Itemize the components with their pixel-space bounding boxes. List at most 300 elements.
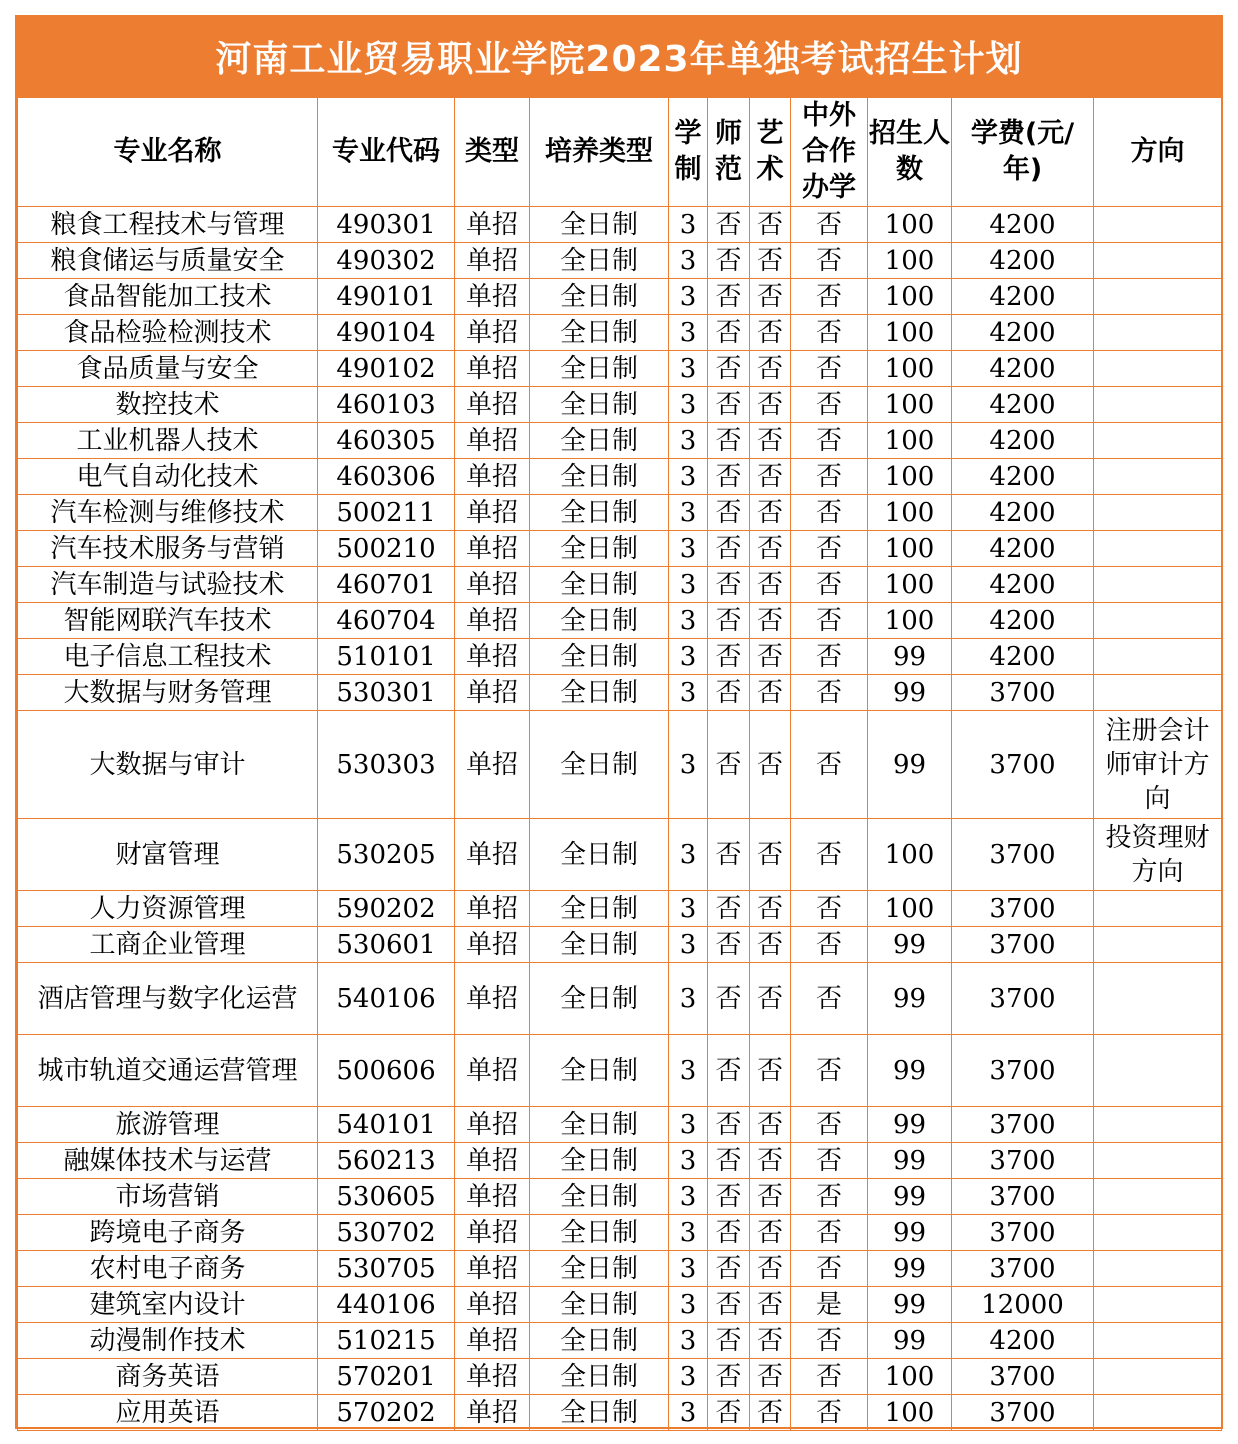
cell-count: 99	[868, 675, 952, 711]
cell-art: 否	[750, 1215, 791, 1251]
cell-train: 全日制	[530, 387, 669, 423]
cell-count: 99	[868, 1107, 952, 1143]
cell-normal: 否	[708, 531, 750, 567]
cell-art: 否	[750, 1287, 791, 1323]
cell-count: 100	[868, 279, 952, 315]
cell-art: 否	[750, 567, 791, 603]
cell-train: 全日制	[530, 1143, 669, 1179]
cell-art: 否	[750, 819, 791, 891]
cell-years: 3	[669, 819, 708, 891]
cell-code: 570202	[318, 1395, 455, 1431]
cell-dir	[1094, 927, 1222, 963]
cell-art: 否	[750, 315, 791, 351]
cell-train: 全日制	[530, 495, 669, 531]
cell-name: 农村电子商务	[18, 1251, 318, 1287]
cell-dir	[1094, 1395, 1222, 1431]
table-row	[18, 567, 1222, 603]
cell-count: 100	[868, 1359, 952, 1395]
cell-art: 否	[750, 459, 791, 495]
table-row	[18, 639, 1222, 675]
cell-name: 酒店管理与数字化运营	[18, 963, 318, 1035]
cell-code: 500211	[318, 495, 455, 531]
cell-art: 否	[750, 1107, 791, 1143]
cell-years: 3	[669, 531, 708, 567]
cell-normal: 否	[708, 1179, 750, 1215]
table-row	[18, 1035, 1222, 1107]
cell-type: 单招	[455, 1107, 530, 1143]
cell-coop: 否	[791, 1251, 868, 1287]
cell-count: 99	[868, 1251, 952, 1287]
cell-train: 全日制	[530, 351, 669, 387]
cell-fee: 4200	[952, 1323, 1094, 1359]
table-row	[18, 963, 1222, 1035]
cell-code: 560213	[318, 1143, 455, 1179]
cell-count: 100	[868, 459, 952, 495]
table-row	[18, 315, 1222, 351]
cell-years: 3	[669, 423, 708, 459]
cell-code: 530601	[318, 927, 455, 963]
header-train: 培养类型	[530, 98, 669, 207]
cell-years: 3	[669, 1215, 708, 1251]
cell-coop: 否	[791, 387, 868, 423]
cell-train: 全日制	[530, 1359, 669, 1395]
cell-train: 全日制	[530, 567, 669, 603]
cell-train: 全日制	[530, 207, 669, 243]
table-row	[18, 1287, 1222, 1323]
cell-dir: 投资理财方向	[1094, 819, 1222, 891]
cell-train: 全日制	[530, 927, 669, 963]
cell-train: 全日制	[530, 711, 669, 819]
cell-train: 全日制	[530, 423, 669, 459]
cell-code: 500606	[318, 1035, 455, 1107]
cell-dir: 注册会计师审计方向	[1094, 711, 1222, 819]
cell-code: 530303	[318, 711, 455, 819]
cell-code: 510101	[318, 639, 455, 675]
cell-code: 530205	[318, 819, 455, 891]
cell-fee: 3700	[952, 1143, 1094, 1179]
cell-coop: 否	[791, 351, 868, 387]
cell-name: 商务英语	[18, 1359, 318, 1395]
cell-train: 全日制	[530, 531, 669, 567]
header-normal: 师范	[708, 98, 750, 207]
cell-years: 3	[669, 639, 708, 675]
cell-years: 3	[669, 711, 708, 819]
cell-train: 全日制	[530, 1323, 669, 1359]
cell-type: 单招	[455, 891, 530, 927]
cell-name: 汽车检测与维修技术	[18, 495, 318, 531]
cell-code: 500210	[318, 531, 455, 567]
cell-name: 城市轨道交通运营管理	[18, 1035, 318, 1107]
cell-code: 490104	[318, 315, 455, 351]
cell-name: 市场营销	[18, 1179, 318, 1215]
cell-type: 单招	[455, 315, 530, 351]
cell-name: 动漫制作技术	[18, 1323, 318, 1359]
cell-count: 100	[868, 495, 952, 531]
cell-art: 否	[750, 279, 791, 315]
cell-normal: 否	[708, 1251, 750, 1287]
cell-type: 单招	[455, 1035, 530, 1107]
cell-type: 单招	[455, 243, 530, 279]
table-row	[18, 819, 1222, 891]
cell-dir	[1094, 1323, 1222, 1359]
cell-train: 全日制	[530, 243, 669, 279]
cell-train: 全日制	[530, 819, 669, 891]
cell-normal: 否	[708, 1287, 750, 1323]
cell-dir	[1094, 603, 1222, 639]
cell-normal: 否	[708, 927, 750, 963]
enrollment-table	[17, 97, 1222, 1431]
cell-normal: 否	[708, 279, 750, 315]
cell-years: 3	[669, 1143, 708, 1179]
cell-fee: 3700	[952, 891, 1094, 927]
cell-fee: 3700	[952, 1251, 1094, 1287]
cell-years: 3	[669, 351, 708, 387]
cell-years: 3	[669, 1107, 708, 1143]
cell-dir	[1094, 459, 1222, 495]
cell-code: 510215	[318, 1323, 455, 1359]
cell-art: 否	[750, 711, 791, 819]
cell-count: 99	[868, 1323, 952, 1359]
cell-art: 否	[750, 387, 791, 423]
cell-type: 单招	[455, 567, 530, 603]
cell-fee: 3700	[952, 711, 1094, 819]
cell-coop: 否	[791, 711, 868, 819]
cell-dir	[1094, 891, 1222, 927]
header-fee: 学费(元/年)	[952, 98, 1094, 207]
table-row	[18, 351, 1222, 387]
cell-code: 460306	[318, 459, 455, 495]
cell-dir	[1094, 351, 1222, 387]
cell-name: 工业机器人技术	[18, 423, 318, 459]
cell-train: 全日制	[530, 315, 669, 351]
cell-name: 粮食储运与质量安全	[18, 243, 318, 279]
cell-count: 99	[868, 1287, 952, 1323]
cell-type: 单招	[455, 1359, 530, 1395]
cell-count: 100	[868, 891, 952, 927]
cell-art: 否	[750, 1179, 791, 1215]
cell-type: 单招	[455, 1179, 530, 1215]
table-row	[18, 495, 1222, 531]
cell-normal: 否	[708, 423, 750, 459]
cell-years: 3	[669, 675, 708, 711]
cell-name: 财富管理	[18, 819, 318, 891]
cell-dir	[1094, 639, 1222, 675]
table-row	[18, 1143, 1222, 1179]
cell-train: 全日制	[530, 639, 669, 675]
cell-code: 460704	[318, 603, 455, 639]
cell-fee: 3700	[952, 927, 1094, 963]
cell-count: 100	[868, 423, 952, 459]
cell-type: 单招	[455, 495, 530, 531]
cell-fee: 4200	[952, 279, 1094, 315]
cell-name: 汽车制造与试验技术	[18, 567, 318, 603]
enrollment-plan-sheet	[15, 15, 1223, 1429]
cell-years: 3	[669, 1251, 708, 1287]
cell-code: 590202	[318, 891, 455, 927]
cell-count: 99	[868, 1035, 952, 1107]
cell-years: 3	[669, 1395, 708, 1431]
cell-type: 单招	[455, 927, 530, 963]
cell-type: 单招	[455, 351, 530, 387]
cell-count: 100	[868, 207, 952, 243]
cell-art: 否	[750, 1395, 791, 1431]
cell-years: 3	[669, 963, 708, 1035]
table-row	[18, 711, 1222, 819]
cell-art: 否	[750, 243, 791, 279]
table-row	[18, 531, 1222, 567]
cell-code: 490101	[318, 279, 455, 315]
cell-dir	[1094, 1035, 1222, 1107]
cell-fee: 4200	[952, 351, 1094, 387]
cell-coop: 否	[791, 1323, 868, 1359]
cell-fee: 3700	[952, 819, 1094, 891]
cell-count: 99	[868, 1179, 952, 1215]
cell-fee: 3700	[952, 1395, 1094, 1431]
cell-coop: 否	[791, 495, 868, 531]
cell-name: 食品检验检测技术	[18, 315, 318, 351]
cell-coop: 否	[791, 603, 868, 639]
cell-name: 食品智能加工技术	[18, 279, 318, 315]
cell-coop: 否	[791, 1395, 868, 1431]
cell-dir	[1094, 423, 1222, 459]
cell-coop: 否	[791, 423, 868, 459]
cell-art: 否	[750, 1143, 791, 1179]
cell-name: 汽车技术服务与营销	[18, 531, 318, 567]
cell-count: 99	[868, 963, 952, 1035]
header-type: 类型	[455, 98, 530, 207]
cell-years: 3	[669, 567, 708, 603]
cell-name: 旅游管理	[18, 1107, 318, 1143]
cell-fee: 3700	[952, 963, 1094, 1035]
cell-name: 跨境电子商务	[18, 1215, 318, 1251]
cell-type: 单招	[455, 1143, 530, 1179]
cell-fee: 4200	[952, 567, 1094, 603]
cell-normal: 否	[708, 1359, 750, 1395]
cell-type: 单招	[455, 1323, 530, 1359]
cell-art: 否	[750, 1251, 791, 1287]
cell-fee: 3700	[952, 1035, 1094, 1107]
cell-type: 单招	[455, 207, 530, 243]
cell-type: 单招	[455, 711, 530, 819]
cell-name: 建筑室内设计	[18, 1287, 318, 1323]
cell-coop: 否	[791, 279, 868, 315]
cell-dir	[1094, 315, 1222, 351]
cell-years: 3	[669, 243, 708, 279]
cell-train: 全日制	[530, 1107, 669, 1143]
table-header-row	[18, 98, 1222, 207]
cell-type: 单招	[455, 963, 530, 1035]
cell-train: 全日制	[530, 1287, 669, 1323]
cell-train: 全日制	[530, 1179, 669, 1215]
cell-coop: 否	[791, 1359, 868, 1395]
cell-type: 单招	[455, 639, 530, 675]
cell-coop: 否	[791, 963, 868, 1035]
cell-normal: 否	[708, 1323, 750, 1359]
cell-coop: 否	[791, 927, 868, 963]
cell-name: 粮食工程技术与管理	[18, 207, 318, 243]
cell-coop: 否	[791, 567, 868, 603]
cell-coop: 否	[791, 243, 868, 279]
cell-years: 3	[669, 315, 708, 351]
cell-count: 99	[868, 711, 952, 819]
cell-normal: 否	[708, 711, 750, 819]
cell-dir	[1094, 675, 1222, 711]
cell-coop: 否	[791, 1035, 868, 1107]
cell-train: 全日制	[530, 1251, 669, 1287]
cell-count: 100	[868, 603, 952, 639]
cell-code: 490302	[318, 243, 455, 279]
cell-art: 否	[750, 639, 791, 675]
cell-code: 570201	[318, 1359, 455, 1395]
cell-normal: 否	[708, 495, 750, 531]
cell-fee: 4200	[952, 315, 1094, 351]
cell-code: 530702	[318, 1215, 455, 1251]
cell-name: 应用英语	[18, 1395, 318, 1431]
cell-fee: 3700	[952, 1359, 1094, 1395]
cell-code: 530705	[318, 1251, 455, 1287]
cell-count: 100	[868, 351, 952, 387]
cell-coop: 是	[791, 1287, 868, 1323]
cell-years: 3	[669, 207, 708, 243]
table-row	[18, 927, 1222, 963]
cell-normal: 否	[708, 675, 750, 711]
cell-normal: 否	[708, 1107, 750, 1143]
cell-years: 3	[669, 1035, 708, 1107]
header-count: 招生人数	[868, 98, 952, 207]
cell-normal: 否	[708, 639, 750, 675]
table-row	[18, 891, 1222, 927]
cell-years: 3	[669, 1287, 708, 1323]
cell-fee: 4200	[952, 531, 1094, 567]
cell-name: 大数据与审计	[18, 711, 318, 819]
cell-name: 融媒体技术与运营	[18, 1143, 318, 1179]
cell-normal: 否	[708, 567, 750, 603]
cell-name: 大数据与财务管理	[18, 675, 318, 711]
cell-name: 数控技术	[18, 387, 318, 423]
cell-art: 否	[750, 927, 791, 963]
cell-fee: 3700	[952, 675, 1094, 711]
cell-normal: 否	[708, 603, 750, 639]
cell-train: 全日制	[530, 1035, 669, 1107]
cell-type: 单招	[455, 1251, 530, 1287]
cell-years: 3	[669, 1359, 708, 1395]
cell-count: 99	[868, 639, 952, 675]
cell-years: 3	[669, 495, 708, 531]
table-row	[18, 459, 1222, 495]
cell-dir	[1094, 387, 1222, 423]
cell-dir	[1094, 1287, 1222, 1323]
cell-fee: 4200	[952, 495, 1094, 531]
cell-count: 100	[868, 819, 952, 891]
table-row	[18, 1107, 1222, 1143]
cell-train: 全日制	[530, 963, 669, 1035]
cell-fee: 4200	[952, 207, 1094, 243]
header-direction: 方向	[1094, 98, 1222, 207]
cell-fee: 12000	[952, 1287, 1094, 1323]
cell-count: 100	[868, 531, 952, 567]
cell-years: 3	[669, 891, 708, 927]
cell-normal: 否	[708, 459, 750, 495]
cell-art: 否	[750, 531, 791, 567]
cell-name: 人力资源管理	[18, 891, 318, 927]
cell-name: 食品质量与安全	[18, 351, 318, 387]
cell-type: 单招	[455, 603, 530, 639]
cell-coop: 否	[791, 459, 868, 495]
cell-type: 单招	[455, 459, 530, 495]
cell-dir	[1094, 207, 1222, 243]
cell-coop: 否	[791, 1143, 868, 1179]
cell-normal: 否	[708, 351, 750, 387]
cell-art: 否	[750, 963, 791, 1035]
cell-type: 单招	[455, 423, 530, 459]
cell-fee: 4200	[952, 243, 1094, 279]
cell-code: 460305	[318, 423, 455, 459]
cell-dir	[1094, 963, 1222, 1035]
cell-coop: 否	[791, 531, 868, 567]
cell-count: 100	[868, 567, 952, 603]
cell-normal: 否	[708, 819, 750, 891]
cell-art: 否	[750, 1359, 791, 1395]
cell-fee: 4200	[952, 603, 1094, 639]
cell-fee: 4200	[952, 639, 1094, 675]
cell-type: 单招	[455, 1215, 530, 1251]
header-art: 艺术	[750, 98, 791, 207]
cell-type: 单招	[455, 819, 530, 891]
cell-type: 单招	[455, 531, 530, 567]
cell-art: 否	[750, 495, 791, 531]
cell-train: 全日制	[530, 279, 669, 315]
table-row	[18, 1179, 1222, 1215]
cell-code: 440106	[318, 1287, 455, 1323]
cell-dir	[1094, 1143, 1222, 1179]
table-row	[18, 387, 1222, 423]
cell-art: 否	[750, 603, 791, 639]
cell-dir	[1094, 531, 1222, 567]
cell-dir	[1094, 1215, 1222, 1251]
cell-dir	[1094, 243, 1222, 279]
cell-coop: 否	[791, 315, 868, 351]
cell-years: 3	[669, 603, 708, 639]
cell-name: 电子信息工程技术	[18, 639, 318, 675]
cell-dir	[1094, 567, 1222, 603]
cell-coop: 否	[791, 1215, 868, 1251]
cell-code: 530605	[318, 1179, 455, 1215]
cell-normal: 否	[708, 891, 750, 927]
cell-art: 否	[750, 675, 791, 711]
cell-coop: 否	[791, 1179, 868, 1215]
cell-code: 490301	[318, 207, 455, 243]
cell-dir	[1094, 1251, 1222, 1287]
cell-normal: 否	[708, 1395, 750, 1431]
cell-coop: 否	[791, 639, 868, 675]
cell-fee: 4200	[952, 387, 1094, 423]
cell-normal: 否	[708, 387, 750, 423]
cell-dir	[1094, 279, 1222, 315]
cell-art: 否	[750, 1323, 791, 1359]
cell-years: 3	[669, 279, 708, 315]
table-row	[18, 1323, 1222, 1359]
cell-code: 460103	[318, 387, 455, 423]
cell-art: 否	[750, 423, 791, 459]
cell-normal: 否	[708, 1215, 750, 1251]
table-row	[18, 207, 1222, 243]
cell-years: 3	[669, 1179, 708, 1215]
cell-count: 100	[868, 387, 952, 423]
cell-art: 否	[750, 891, 791, 927]
cell-fee: 3700	[952, 1215, 1094, 1251]
cell-dir	[1094, 1179, 1222, 1215]
cell-count: 100	[868, 315, 952, 351]
